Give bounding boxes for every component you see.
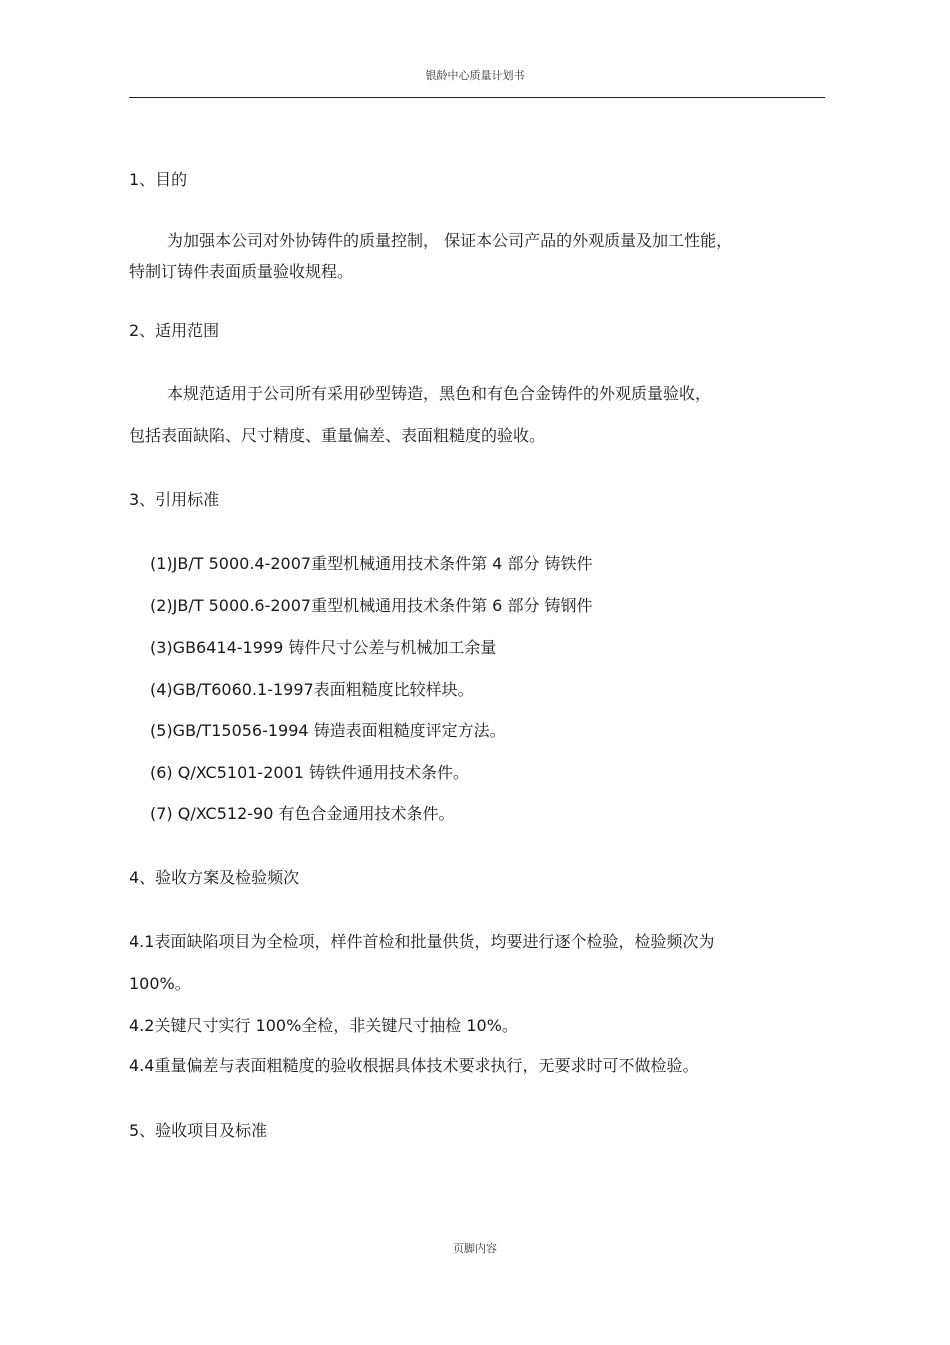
- header-divider: [129, 97, 825, 98]
- section-2-heading: 2、适用范围: [129, 321, 220, 340]
- section-5-heading: 5、验收项目及标准: [129, 1121, 268, 1140]
- reference-item-6: (6) Q/XC5101-2001 铸铁件通用技术条件。: [150, 763, 470, 782]
- section-4-2-paragraph: 4.2关键尺寸实行 100%全检，非关键尺寸抽检 10%。: [129, 1016, 518, 1035]
- reference-item-4: (4)GB/T6060.1-1997表面粗糙度比较样块。: [150, 680, 474, 699]
- reference-item-2: (2)JB/T 5000.6-2007重型机械通用技术条件第 6 部分 铸钢件: [150, 596, 593, 615]
- section-3-heading: 3、引用标准: [129, 490, 220, 509]
- section-4-1-line-1: 4.1表面缺陷项目为全检项，样件首检和批量供货，均要进行逐个检验，检验频次为: [129, 932, 715, 951]
- section-1-paragraph-line-2: 特制订铸件表面质量验收规程。: [129, 262, 354, 281]
- section-4-heading: 4、验收方案及检验频次: [129, 868, 300, 887]
- section-1-paragraph-line-1: 为加强本公司对外协铸件的质量控制， 保证本公司产品的外观质量及加工性能，: [167, 231, 733, 250]
- reference-item-5: (5)GB/T15056-1994 铸造表面粗糙度评定方法。: [150, 721, 506, 740]
- section-4-1-line-2: 100%。: [129, 974, 191, 993]
- reference-item-3: (3)GB6414-1999 铸件尺寸公差与机械加工余量: [150, 638, 497, 657]
- section-4-4-paragraph: 4.4重量偏差与表面粗糙度的验收根据具体技术要求执行，无要求时可不做检验。: [129, 1056, 699, 1075]
- page-footer: 页脚内容: [453, 1242, 497, 1255]
- reference-item-7: (7) Q/XC512-90 有色合金通用技术条件。: [150, 804, 455, 823]
- reference-item-1: (1)JB/T 5000.4-2007重型机械通用技术条件第 4 部分 铸铁件: [150, 554, 593, 573]
- section-2-paragraph-line-1: 本规范适用于公司所有采用砂型铸造，黑色和有色合金铸件的外观质量验收，: [167, 384, 712, 403]
- section-1-heading: 1、目的: [129, 170, 188, 189]
- page-header-title: 银龄中心质量计划书: [425, 69, 525, 82]
- section-2-paragraph-line-2: 包括表面缺陷、尺寸精度、重量偏差、表面粗糙度的验收。: [129, 426, 546, 445]
